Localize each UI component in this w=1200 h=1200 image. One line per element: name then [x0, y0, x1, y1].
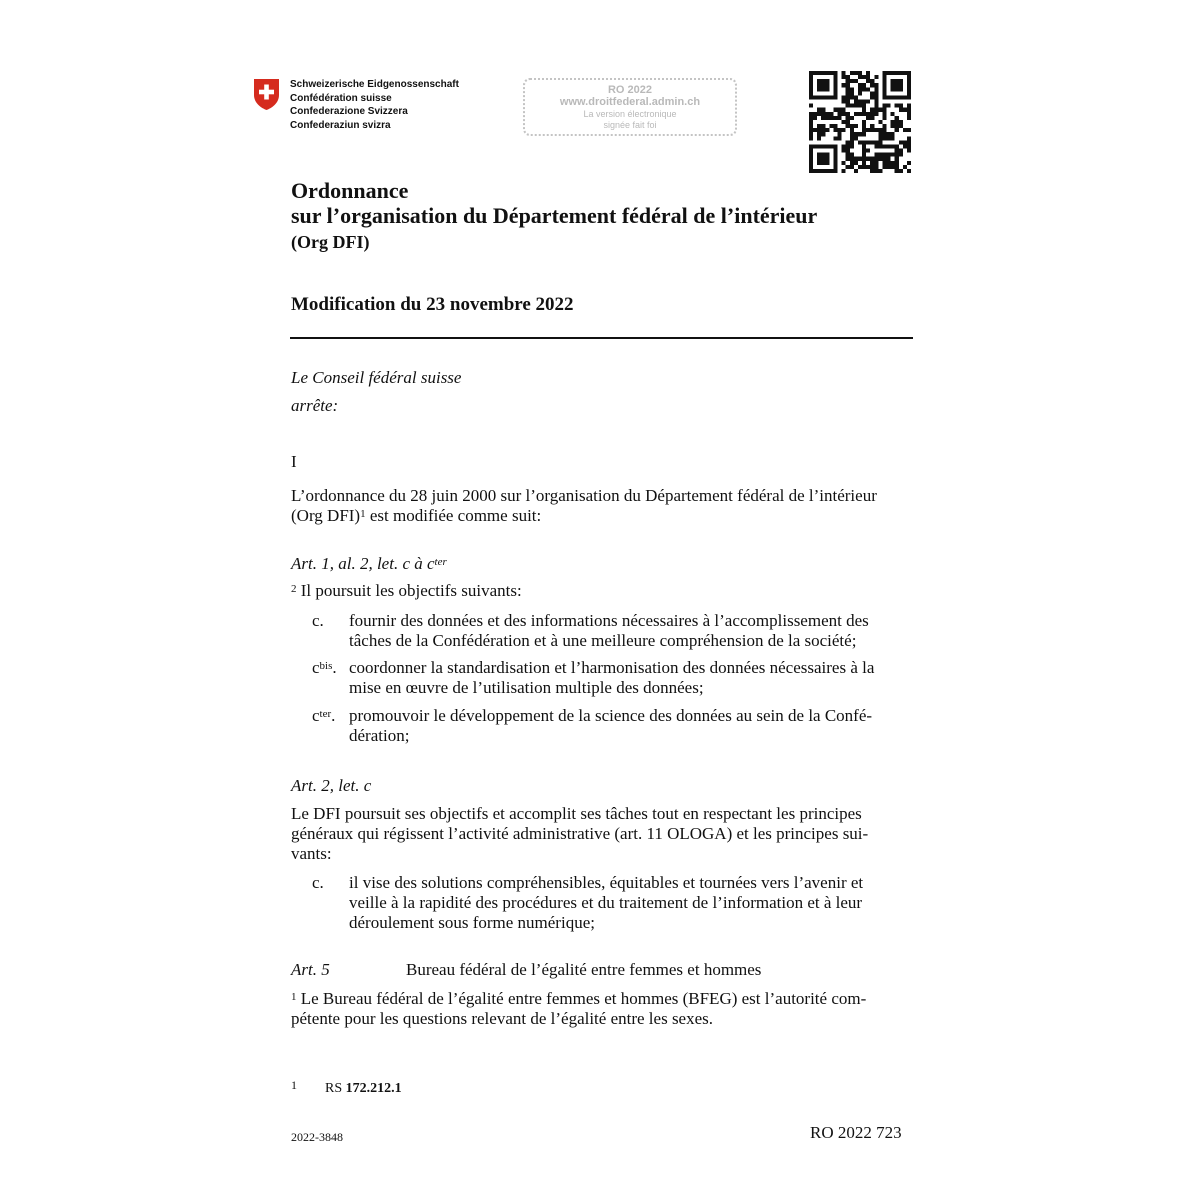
qr-code-icon: [809, 71, 911, 173]
intro-line-2: [291, 506, 541, 526]
art5-line-1-text: Le Bureau fédéral de l’égalité entre femmes et hommes (BFEG) est l’autorité com-: [296, 989, 867, 1008]
footnote-ref: 1: [360, 508, 366, 520]
art1-heading-sup: ter: [434, 556, 447, 568]
footnote-prefix: RS: [325, 1081, 346, 1096]
title-abbreviation: (Org DFI): [291, 232, 370, 252]
intro-abbr: (Org DFI): [291, 506, 361, 525]
art1-item-cter-line1: promouvoir le développement de la science des données au sein de la Confé-: [349, 706, 873, 725]
art2-item-line2: veille à la rapidité des procédures et du traitement de l’information et à leur: [349, 893, 863, 912]
modification-date: Modification du 23 novembre 2022: [291, 294, 574, 315]
art5-title: Bureau fédéral de l’égalité entre femmes et hommes: [406, 960, 762, 979]
title-divider: [290, 337, 913, 339]
stamp-ro: RO 2022: [607, 84, 653, 96]
stamp-note-1: La version électronique: [583, 109, 677, 119]
section-numeral: I: [291, 452, 297, 471]
agency-name: [290, 78, 459, 132]
cter-dot: .: [331, 706, 336, 725]
art1-item-c-label: c.: [312, 611, 324, 630]
art5-para-num: 1: [291, 991, 297, 1003]
agency-line-de: Schweizerische Eidgenossenschaft: [290, 79, 459, 90]
art1-heading: [291, 554, 447, 574]
art2-line-3: vants:: [291, 844, 332, 863]
art1-item-c-line2: tâches de la Confédération et à une meilleure compréhension de la société;: [349, 631, 857, 650]
cbis-dot: .: [332, 658, 337, 677]
footnote-number: 1: [291, 1078, 297, 1092]
preamble-decree: arrête:: [291, 396, 339, 415]
title-line-1: Ordonnance: [291, 178, 409, 203]
art1-item-cbis-line1: coordonner la standardisation et l’harmonisation des données nécessaires à la: [349, 658, 875, 677]
intro-rest: est modifiée comme suit:: [365, 506, 542, 525]
cter-letter: c: [312, 706, 320, 725]
art1-item-cter-label: [312, 706, 352, 726]
electronic-version-stamp: [523, 78, 737, 136]
art2-item-line1: il vise des solutions compréhensibles, équitables et tournées vers l’avenir et: [349, 873, 864, 892]
agency-line-fr: Confédération suisse: [290, 92, 392, 104]
art1-item-cbis-label: [312, 658, 352, 678]
cbis-letter: c: [312, 658, 320, 677]
art5-line-1: [291, 989, 909, 1009]
art2-heading: Art. 2, let. c: [291, 776, 372, 795]
intro-line-1: L’ordonnance du 28 juin 2000 sur l’organisation du Département fédéral de l’intérieur: [291, 486, 877, 505]
stamp-note-2: signée fait foi: [603, 120, 657, 130]
art5-heading: Art. 5: [291, 960, 330, 979]
art1-para-text: Il poursuit les objectifs suivants:: [296, 581, 522, 600]
art2-item-c-label: c.: [312, 873, 324, 892]
art1-paragraph: [291, 581, 522, 601]
document-code: 2022-3848: [291, 1130, 343, 1144]
footnote-ref-number: 172.212.1: [345, 1081, 402, 1096]
art1-para-num: 2: [291, 583, 297, 595]
footnote-text: [325, 1081, 402, 1097]
art1-item-cter-line2: dération;: [349, 726, 410, 745]
stamp-url: www.droitfederal.admin.ch: [559, 96, 701, 108]
swiss-coat-of-arms-icon: [253, 78, 280, 111]
ro-reference: RO 2022 723: [810, 1123, 902, 1142]
art1-item-cbis-line2: mise en œuvre de l’utilisation multiple des données;: [349, 678, 704, 697]
title-line-2: sur l’organisation du Département fédéral de l’intérieur: [291, 203, 818, 228]
art2-line-2: généraux qui régissent l’activité administrative (art. 11 OLOGA) et les principes sui-: [291, 824, 869, 843]
agency-line-it: Confederazione Svizzera: [290, 106, 408, 117]
cter-sup: ter: [319, 708, 332, 720]
agency-line-rm: Confederaziun svizra: [290, 119, 391, 131]
art1-item-c-line1: fournir des données et des informations nécessaires à l’accomplissement des: [349, 611, 869, 630]
cbis-sup: bis: [319, 660, 333, 672]
art5-line-2: pétente pour les questions relevant de l’égalité entre les sexes.: [291, 1009, 714, 1028]
art2-line-1: Le DFI poursuit ses objectifs et accomplit ses tâches tout en respectant les principes: [291, 804, 862, 823]
art2-item-line3: déroulement sous forme numérique;: [349, 913, 595, 932]
art1-heading-text: Art. 1, al. 2, let. c à c: [291, 554, 435, 573]
document-title: [291, 178, 817, 256]
preamble-authority: Le Conseil fédéral suisse: [291, 368, 462, 387]
